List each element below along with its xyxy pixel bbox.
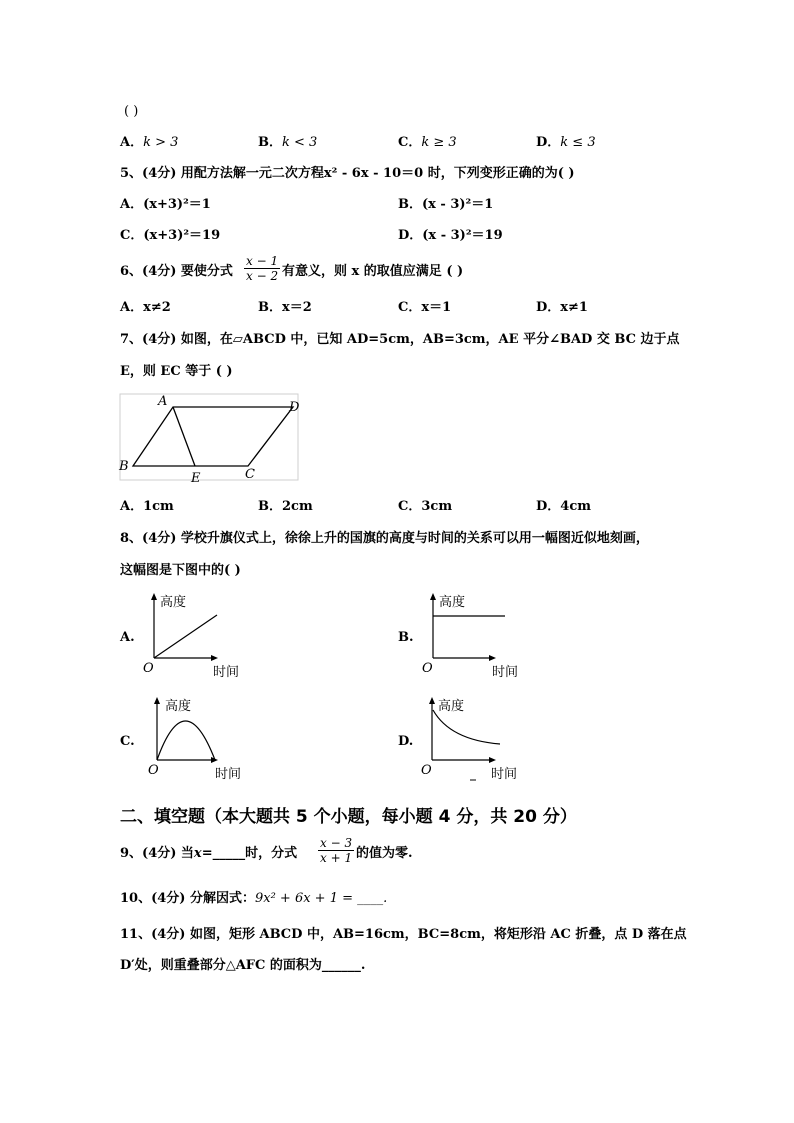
graph-b-origin: O [422, 661, 433, 676]
q7-option-a: A．1cm [120, 499, 174, 514]
q11-line2: D′处，则重叠部分△AFC 的面积为______. [120, 958, 366, 973]
q7-option-d: D．4cm [536, 499, 591, 514]
label-e: E [191, 471, 201, 484]
graph-a-curve [154, 615, 217, 658]
q5-option-c: C．(x+3)²＝19 [120, 228, 221, 243]
q4-option-b: B．k < 3 [258, 135, 318, 150]
parallelogram-abcd [133, 407, 293, 466]
graph-b-xlabel: 时间 [492, 665, 519, 680]
label-c: C [245, 467, 255, 482]
graph-a-ylabel: 高度 [160, 595, 187, 610]
q9-suffix: 的值为零. [356, 846, 413, 861]
q6-frac-num: x − 1 [246, 254, 279, 268]
graph-c-ylabel: 高度 [165, 699, 192, 714]
graph-d-xlabel: 时间 [491, 767, 518, 782]
q5-option-a: A．(x+3)²＝1 [120, 197, 211, 212]
graph-d-origin: O [421, 763, 432, 778]
q5-text: 5、(4分) 用配方法解一元二次方程x² - 6x - 10＝0 时，下列变形正确的为( ) [120, 166, 575, 181]
q6-option-d: D．x≠1 [536, 300, 588, 315]
q6-option-a: A．x≠2 [120, 300, 171, 315]
graph-b-label: B. [398, 630, 414, 645]
graph-c-xlabel: 时间 [215, 767, 242, 782]
label-d: D [289, 400, 300, 415]
label-b: B [119, 459, 129, 474]
parallelogram-figure [118, 392, 303, 484]
q7-line2: E，则 EC 等于 ( ) [120, 364, 233, 379]
graph-b-ylabel: 高度 [439, 595, 466, 610]
graph-c-origin: O [148, 763, 159, 778]
graph-c [140, 692, 250, 784]
q4-paren: ( ) [124, 104, 139, 119]
graph-d-label: D. [398, 734, 414, 749]
graph-a-xlabel: 时间 [213, 665, 240, 680]
q11-line1: 11、(4分) 如图，矩形 ABCD 中，AB=16cm，BC=8cm，将矩形沿 AC 折叠，点 D 落在点 [120, 927, 687, 942]
q6-prefix: 6、(4分) 要使分式 [120, 264, 233, 279]
graph-d-curve [433, 710, 500, 744]
q5-option-b: B．(x - 3)²＝1 [398, 197, 494, 212]
graph-d [420, 692, 530, 784]
q6-option-c: C．x＝1 [398, 300, 452, 315]
segment-ae [173, 407, 195, 466]
q4-option-d: D．k ≤ 3 [536, 135, 596, 150]
graph-a-origin: O [143, 661, 154, 676]
q10-line: 10、(4分) 分解因式：9x² + 6x + 1 = ____. [120, 891, 388, 906]
q8-line1: 8、(4分) 学校升旗仪式上，徐徐上升的国旗的高度与时间的关系可以用一幅图近似地刻画， [120, 531, 649, 546]
graph-c-curve [157, 721, 215, 760]
q4-option-c: C．k ≥ 3 [398, 135, 457, 150]
graph-c-label: C. [120, 734, 135, 749]
q9-frac-den: x + 1 [320, 851, 353, 865]
graph-d-ylabel: 高度 [438, 699, 465, 714]
q7-option-b: B．2cm [258, 499, 313, 514]
q9-frac-num: x − 3 [320, 836, 353, 850]
q9-line: 9、(4分) 当x=_____时，分式 [120, 846, 298, 861]
q6-option-b: B．x＝2 [258, 300, 312, 315]
q6-suffix: 有意义，则 x 的取值应满足 ( ) [282, 264, 464, 279]
q6-fraction [244, 254, 280, 283]
q8-line2: 这幅图是下图中的( ) [120, 563, 241, 578]
q5-option-d: D．(x - 3)²＝19 [398, 228, 503, 243]
q7-line1: 7、(4分) 如图，在▱ABCD 中，已知 AD=5cm，AB=3cm，AE 平分∠BAD 交 BC 边于点 [120, 332, 680, 347]
graph-a [140, 590, 250, 682]
graph-b [420, 590, 530, 682]
label-a: A [158, 394, 168, 409]
graph-a-label: A. [120, 630, 135, 645]
q6-frac-den: x − 2 [246, 269, 279, 283]
q4-option-a: A．k > 3 [120, 135, 179, 150]
q9-fraction [318, 836, 354, 865]
q7-option-c: C．3cm [398, 499, 453, 514]
section-2-heading: 二、填空题（本大题共 5 个小题，每小题 4 分，共 20 分） [120, 807, 577, 827]
